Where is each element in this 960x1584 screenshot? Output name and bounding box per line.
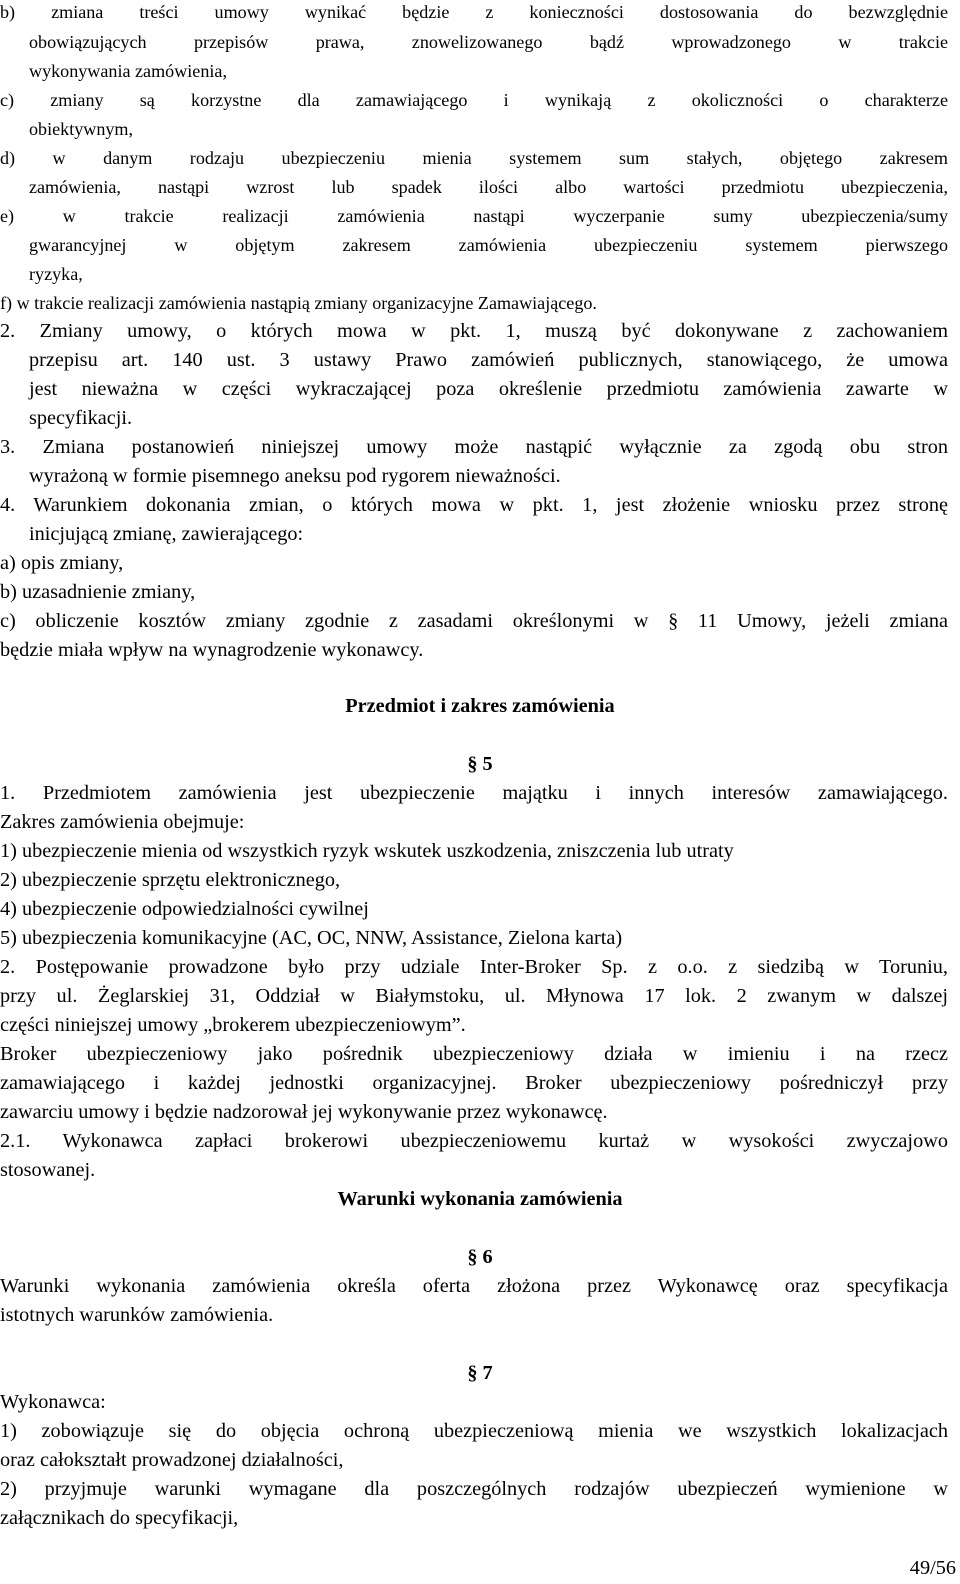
paragraph-number: § 5	[467, 753, 493, 775]
text-line: 2.1. Wykonawca zapłaci brokerowi ubezpieczeniowemu kurtaż w wysokości zwyczajowo	[0, 1130, 948, 1152]
text-line: c) zmiany są korzystne dla zamawiającego i wynikają z okoliczności o charakterze	[0, 90, 948, 110]
text-line: zamówienia, nastąpi wzrost lub spadek ilości albo wartości przedmiotu ubezpieczenia,	[29, 177, 948, 197]
section-heading: Warunki wykonania zamówienia	[337, 1188, 623, 1210]
text-line: części niniejszej umowy „brokerem ubezpieczeniowym”.	[0, 1014, 466, 1036]
text-line: przepisu art. 140 ust. 3 ustawy Prawo zamówień publicznych, stanowiącego, że umowa	[29, 349, 948, 371]
section-heading: Przedmiot i zakres zamówienia	[345, 695, 615, 717]
text-line: e) w trakcie realizacji zamówienia nastąpi wyczerpanie sumy ubezpieczenia/sumy	[0, 206, 948, 226]
text-line: przy ul. Żeglarskiej 31, Oddział w Białymstoku, ul. Młynowa 17 lok. 2 zwanym w dalszej	[0, 985, 948, 1007]
text-line: załącznikach do specyfikacji,	[0, 1507, 239, 1529]
text-line: 2) ubezpieczenie sprzętu elektronicznego,	[0, 869, 341, 891]
text-line: f) w trakcie realizacji zamówienia nastąpią zmiany organizacyjne Zamawiającego.	[0, 293, 597, 313]
text-line: d) w danym rodzaju ubezpieczeniu mienia systemem sum stałych, objętego zakresem	[0, 148, 948, 168]
text-line: inicjującą zmianę, zawierającego:	[29, 523, 304, 545]
text-line: zawarciu umowy i będzie nadzorował jej wykonywanie przez wykonawcę.	[0, 1101, 608, 1123]
text-line: 4. Warunkiem dokonania zmian, o których mowa w pkt. 1, jest złożenie wniosku przez stronę	[0, 494, 948, 516]
text-line: Warunki wykonania zamówienia określa oferta złożona przez Wykonawcę oraz specyfikacja	[0, 1275, 948, 1297]
text-line: gwarancyjnej w objętym zakresem zamówienia ubezpieczeniu systemem pierwszego	[29, 235, 948, 255]
page-number: 49/56	[909, 1557, 956, 1579]
text-line: b) uzasadnienie zmiany,	[0, 581, 196, 603]
text-line: 3. Zmiana postanowień niniejszej umowy może nastąpić wyłącznie za zgodą obu stron	[0, 436, 948, 458]
text-line: specyfikacji.	[29, 407, 133, 429]
text-line: b) zmiana treści umowy wynikać będzie z konieczności dostosowania do bezwzględnie	[0, 2, 948, 22]
text-line: Zakres zamówienia obejmuje:	[0, 811, 245, 833]
text-line: wyrażoną w formie pisemnego aneksu pod rygorem nieważności.	[29, 465, 561, 487]
text-line: 1. Przedmiotem zamówienia jest ubezpieczenie majątku i innych interesów zamawiającego.	[0, 782, 948, 804]
text-line: obiektywnym,	[29, 119, 134, 139]
text-line: zamawiającego i każdej jednostki organizacyjnej. Broker ubezpieczeniowy pośredniczył przy	[0, 1072, 948, 1094]
text-line: będzie miała wpływ na wynagrodzenie wykonawcy.	[0, 639, 424, 661]
text-line: jest nieważna w części wykraczającej poza określenie przedmiotu zamówienia zawarte w	[29, 378, 948, 400]
text-line: 1) ubezpieczenie mienia od wszystkich ryzyk wskutek uszkodzenia, zniszczenia lub utraty	[0, 840, 734, 862]
paragraph-number: § 7	[467, 1362, 493, 1384]
text-line: 2) przyjmuje warunki wymagane dla poszczególnych rodzajów ubezpieczeń wymienione w	[0, 1478, 948, 1500]
text-line: Broker ubezpieczeniowy jako pośrednik ubezpieczeniowy działa w imieniu i na rzecz	[0, 1043, 948, 1065]
text-line: 2. Postępowanie prowadzone było przy udziale Inter-Broker Sp. z o.o. z siedzibą w Toruniu,	[0, 956, 948, 978]
text-line: stosowanej.	[0, 1159, 96, 1181]
text-line: 2. Zmiany umowy, o których mowa w pkt. 1, muszą być dokonywane z zachowaniem	[0, 320, 948, 342]
text-line: c) obliczenie kosztów zmiany zgodnie z zasadami określonymi w § 11 Umowy, jeżeli zmiana	[0, 610, 948, 632]
text-line: 1) zobowiązuje się do objęcia ochroną ubezpieczeniową mienia we wszystkich lokalizacjach	[0, 1420, 948, 1442]
text-line: obowiązujących przepisów prawa, znowelizowanego bądź wprowadzonego w trakcie	[29, 32, 948, 52]
text-line: Wykonawca:	[0, 1391, 106, 1413]
text-line: wykonywania zamówienia,	[29, 61, 227, 81]
text-line: a) opis zmiany,	[0, 552, 124, 574]
paragraph-number: § 6	[467, 1246, 493, 1268]
text-line: oraz całokształt prowadzonej działalności,	[0, 1449, 344, 1471]
text-line: ryzyka,	[29, 264, 83, 284]
text-line: 4) ubezpieczenie odpowiedzialności cywilnej	[0, 898, 369, 920]
text-line: istotnych warunków zamówienia.	[0, 1304, 274, 1326]
text-line: 5) ubezpieczenia komunikacyjne (AC, OC, NNW, Assistance, Zielona karta)	[0, 927, 623, 949]
